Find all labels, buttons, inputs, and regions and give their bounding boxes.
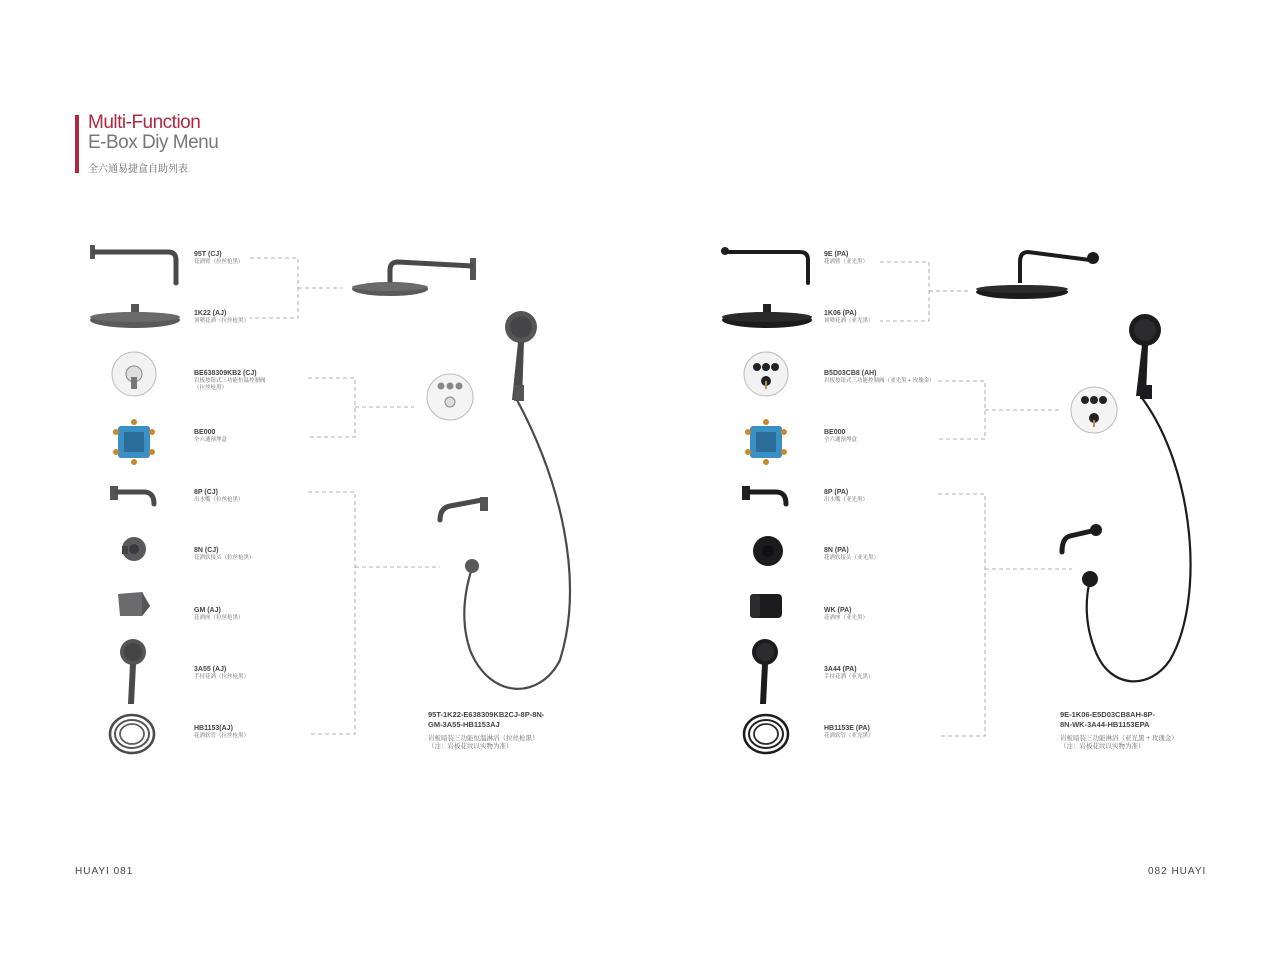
assembled-valve-right <box>1071 387 1117 433</box>
list-item: 9E (PA) 花洒臂（亚光黑） <box>824 251 869 265</box>
list-item: WK (PA) 花洒座（亚光黑） <box>824 607 869 621</box>
assembled-valve-left <box>427 374 473 420</box>
list-item: 3A55 (AJ) 手持花洒（拉丝枪黑） <box>194 666 250 680</box>
assembled-rain-shower-left <box>352 258 476 296</box>
list-item: 1K22 (AJ) 顶喷花洒（拉丝枪黑） <box>194 310 250 324</box>
page-title: Multi-Function <box>88 112 201 133</box>
list-item: BE638309KB2 (CJ) 岩板按钮式三功能恒温控制阀 （拉丝枪黑） <box>194 370 266 391</box>
list-item: B5D03CB8 (AH) 岩板按钮式三功能控制阀（亚光黑 + 玫瑰金） <box>824 370 935 384</box>
list-item: 1K06 (PA) 顶喷花洒（亚光黑） <box>824 310 874 324</box>
list-item: BE000 全六通预埋盒 <box>194 429 228 443</box>
combo-caption: 9E-1K06-E5D03CB8AH-8P- 8N-WK-3A44-HB1153EPA 岩板暗装三功能淋浴（亚光黑 + 玫瑰金） （注：岩板花纹以实物为准） <box>1060 710 1178 750</box>
list-item: 8P (PA) 出水嘴（亚光黑） <box>824 489 869 503</box>
page-number-left: HUAYI 081 <box>75 866 134 877</box>
combo-caption: 95T-1K22-E638309KB2CJ-8P-8N- GM-3A55-HB1153AJ 岩板暗装三功能恒温淋浴（拉丝枪黑） （注：岩板花纹以实物为准） <box>428 710 545 750</box>
list-item: 8N (CJ) 花洒软接头（拉丝枪黑） <box>194 547 255 561</box>
list-item: HB1153E (PA) 花洒软管（亚光黑） <box>824 725 874 739</box>
page-title-secondary: E-Box Diy Menu <box>88 132 219 153</box>
list-item: 95T (CJ) 花洒臂（拉丝枪黑） <box>194 251 244 265</box>
assembled-hand-shower-right <box>1082 314 1191 681</box>
assembled-rain-shower-right <box>976 252 1099 299</box>
page-subtitle: 全六通易捷盒自助列表 <box>88 164 188 175</box>
list-item: HB1153(AJ) 花洒软管（拉丝枪黑） <box>194 725 250 739</box>
page-number-right: 082 HUAYI <box>1148 866 1207 877</box>
list-item: 8P (CJ) 出水嘴（拉丝枪黑） <box>194 489 244 503</box>
list-item: 3A44 (PA) 手持花洒（亚光黑） <box>824 666 874 680</box>
list-item: GM (AJ) 花洒座（拉丝枪黑） <box>194 607 244 621</box>
list-item: 8N (PA) 花洒软接头（亚光黑） <box>824 547 880 561</box>
list-item: BE000 全六通预埋盒 <box>824 429 858 443</box>
